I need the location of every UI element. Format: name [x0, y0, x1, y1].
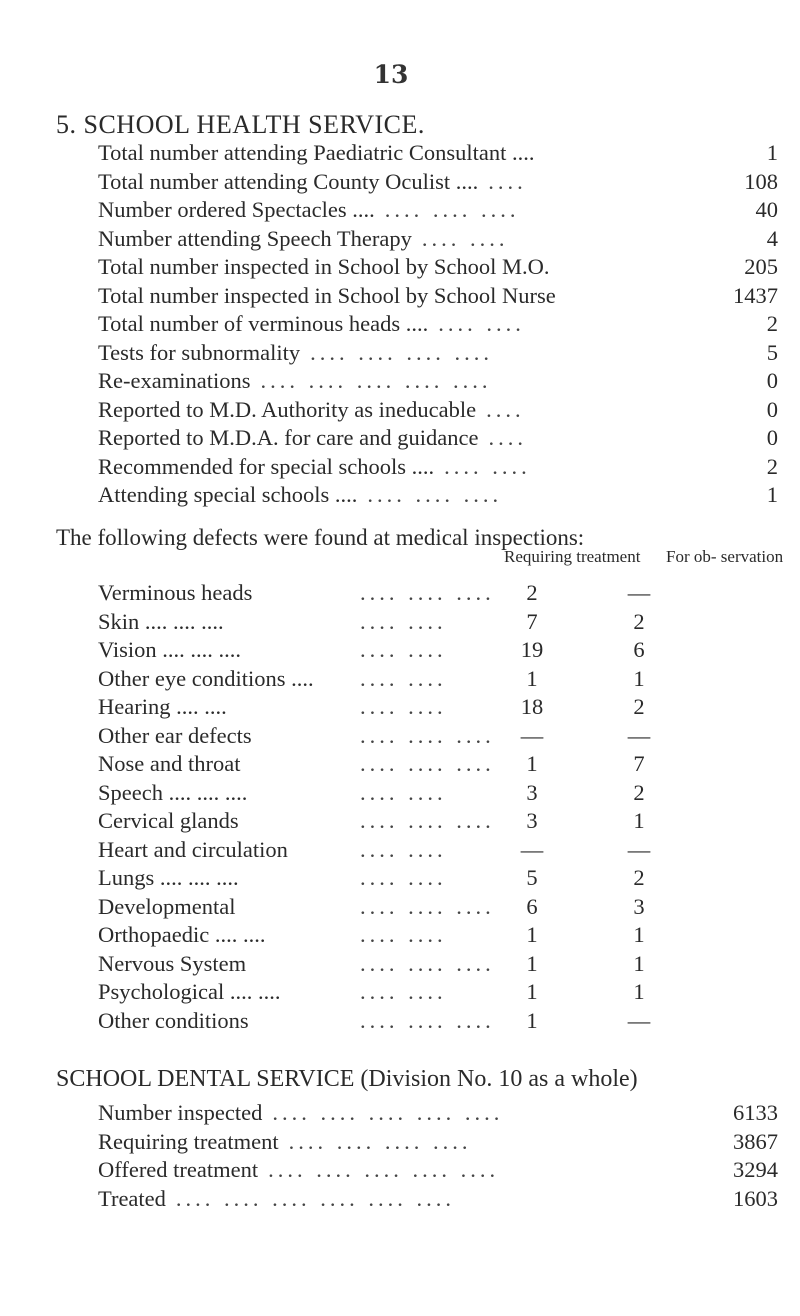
stat-row: [98, 1100, 778, 1129]
observation-value: —: [627, 580, 651, 605]
stat-value: 6133: [733, 1100, 778, 1125]
observation-value: 7: [633, 751, 645, 776]
column-header-observation-text: For ob- servation: [666, 547, 784, 566]
requiring-value: 3: [526, 779, 538, 805]
leader-dots: .... ....: [444, 453, 531, 479]
stat-row: [98, 140, 778, 169]
table-row: [98, 951, 778, 980]
table-row: [98, 922, 778, 951]
leader-dots: .... .... ....: [360, 722, 495, 748]
stat-row: [98, 340, 778, 369]
stat-row: [98, 482, 778, 511]
leader-dots: .... ....: [360, 665, 447, 691]
table-row: [98, 979, 778, 1008]
leader-dots: .... ....: [360, 922, 447, 947]
leader-dots: .... .... ....: [360, 893, 495, 919]
leader-dots: .... ....: [421, 225, 509, 251]
leader-dots: .... .... .... .... ....: [272, 1100, 504, 1125]
leader-dots: ....: [488, 425, 527, 450]
defects-table: [98, 580, 778, 1036]
requiring-value: 5: [526, 865, 538, 890]
defect-label: Lungs .... .... ....: [98, 865, 239, 890]
leader-dots: .... ....: [360, 865, 447, 890]
table-row: [98, 580, 778, 609]
stat-label: Reported to M.D.A. for care and guidance: [98, 425, 479, 450]
defect-label: Nose and throat: [98, 751, 241, 776]
defect-label: Vision .... .... ....: [98, 637, 242, 662]
stat-label: Requiring treatment: [98, 1128, 279, 1154]
table-row: [98, 837, 778, 866]
requiring-value: 1: [526, 979, 538, 1004]
stat-label: Number inspected: [98, 1100, 263, 1125]
table-row: [98, 865, 778, 894]
stat-label: Total number of verminous heads ....: [98, 311, 429, 336]
leader-dots: .... ....: [360, 694, 447, 719]
dental-service-title: SCHOOL DENTAL SERVICE (Division No. 10 as a whole): [56, 1066, 638, 1092]
leader-dots: .... .... .... .... ....: [268, 1157, 500, 1182]
stat-row: [98, 1129, 778, 1158]
leader-dots: .... .... ....: [360, 950, 495, 976]
leader-dots: .... ....: [438, 311, 525, 336]
requiring-value: 7: [526, 608, 538, 634]
stat-label: Total number attending Paediatric Consultant ....: [98, 140, 535, 165]
stat-label: Total number inspected in School by School M.O.: [98, 254, 550, 279]
table-row: [98, 751, 778, 780]
observation-value: 2: [633, 779, 645, 805]
requiring-value: 1: [526, 922, 538, 947]
stat-row: [98, 425, 778, 454]
observation-value: 1: [633, 922, 645, 947]
leader-dots: .... .... .... .... ....: [260, 368, 492, 393]
stat-label: Reported to M.D. Authority as ineducable: [98, 396, 477, 422]
requiring-value: 3: [526, 808, 538, 833]
leader-dots: .... .... .... ....: [310, 339, 494, 365]
leader-dots: .... .... ....: [367, 482, 503, 507]
stat-label: Number attending Speech Therapy: [98, 225, 412, 251]
stat-label: Offered treatment: [98, 1157, 259, 1182]
leader-dots: .... .... ....: [360, 580, 495, 605]
requiring-value: 1: [526, 665, 538, 691]
stat-row: [98, 254, 778, 283]
observation-value: 1: [633, 665, 645, 691]
observation-value: —: [627, 836, 651, 862]
leader-dots: .... ....: [360, 608, 447, 634]
leader-dots: .... ....: [360, 979, 447, 1004]
stat-row: [98, 454, 778, 483]
stat-value: 1437: [733, 282, 778, 308]
stat-label: Tests for subnormality: [98, 339, 301, 365]
table-row: [98, 666, 778, 695]
leader-dots: .... .... .... ....: [288, 1128, 472, 1154]
observation-value: 1: [633, 979, 645, 1004]
stat-value: 0: [766, 425, 778, 450]
observation-value: —: [627, 722, 651, 748]
stat-row: [98, 311, 778, 340]
stat-value: 1: [766, 140, 778, 165]
leader-dots: .... ....: [360, 836, 447, 862]
health-service-stats: [98, 140, 778, 511]
defects-intro: The following defects were found at medical inspections:: [56, 525, 585, 550]
defect-label: Speech .... .... ....: [98, 779, 248, 805]
defect-label: Developmental: [98, 893, 236, 919]
leader-dots: .... ....: [360, 637, 447, 662]
table-row: [98, 694, 778, 723]
column-header-requiring-text: Requiring treatment: [504, 547, 641, 566]
requiring-value: —: [520, 722, 544, 748]
table-row: [98, 894, 778, 923]
observation-value: 2: [633, 608, 645, 634]
stat-label: Total number attending County Oculist ....: [98, 168, 479, 194]
stat-row: [98, 1186, 778, 1215]
requiring-value: 18: [520, 694, 544, 719]
leader-dots: .... .... ....: [360, 751, 495, 776]
stat-value: 1603: [733, 1185, 778, 1211]
defect-label: Skin .... .... ....: [98, 608, 224, 634]
table-row: [98, 808, 778, 837]
stat-row: [98, 397, 778, 426]
leader-dots: .... .... .... .... .... ....: [175, 1185, 456, 1211]
stat-value: 1: [766, 482, 778, 507]
defect-label: Cervical glands: [98, 808, 239, 833]
stat-row: [98, 368, 778, 397]
stat-value: 4: [766, 225, 778, 251]
observation-value: 1: [633, 950, 645, 976]
section-title: 5. SCHOOL HEALTH SERVICE.: [56, 110, 425, 139]
stat-label: Re-examinations: [98, 368, 251, 393]
stat-value: 205: [744, 254, 778, 279]
stat-value: 3294: [733, 1157, 778, 1182]
dental-service-stats: [98, 1100, 778, 1214]
observation-value: 3: [633, 893, 645, 919]
stat-value: 0: [766, 368, 778, 393]
stat-value: 2: [766, 311, 778, 336]
defect-label: Other ear defects: [98, 722, 252, 748]
defect-label: Verminous heads: [98, 580, 253, 605]
stat-label: Attending special schools ....: [98, 482, 358, 507]
table-row: [98, 1008, 778, 1037]
requiring-value: 1: [526, 1007, 538, 1033]
stat-value: 5: [766, 339, 778, 365]
defect-label: Orthopaedic .... ....: [98, 922, 266, 947]
requiring-value: 2: [526, 580, 538, 605]
stat-row: [98, 197, 778, 226]
defect-label: Other conditions: [98, 1007, 249, 1033]
requiring-value: 1: [526, 751, 538, 776]
defect-label: Hearing .... ....: [98, 694, 227, 719]
stat-row: [98, 283, 778, 312]
table-row: [98, 637, 778, 666]
stat-row: [98, 226, 778, 255]
leader-dots: .... .... ....: [360, 808, 495, 833]
stat-label: Total number inspected in School by School Nurse: [98, 282, 556, 308]
observation-value: 1: [633, 808, 645, 833]
defect-label: Other eye conditions ....: [98, 665, 314, 691]
leader-dots: ....: [486, 396, 525, 422]
table-row: [98, 780, 778, 809]
requiring-value: 6: [526, 893, 538, 919]
stat-row: [98, 169, 778, 198]
stat-label: Recommended for special schools ....: [98, 453, 435, 479]
leader-dots: .... .... ....: [360, 1007, 495, 1033]
stat-value: 0: [766, 396, 778, 422]
table-row: [98, 723, 778, 752]
requiring-value: —: [520, 836, 544, 862]
stat-value: 3867: [733, 1128, 778, 1154]
leader-dots: .... ....: [360, 779, 447, 805]
stat-label: Treated: [98, 1185, 166, 1211]
leader-dots: ....: [488, 168, 527, 194]
observation-value: —: [627, 1007, 651, 1033]
leader-dots: .... .... ....: [384, 197, 520, 222]
stat-row: [98, 1157, 778, 1186]
stat-value: 40: [755, 197, 778, 222]
page-number: 13: [373, 60, 409, 89]
stat-value: 2: [766, 453, 778, 479]
observation-value: 2: [633, 694, 645, 719]
defect-label: Heart and circulation: [98, 836, 288, 862]
defect-label: Nervous System: [98, 950, 247, 976]
observation-value: 2: [633, 865, 645, 890]
stat-label: Number ordered Spectacles ....: [98, 197, 375, 222]
defect-label: Psychological .... ....: [98, 979, 281, 1004]
requiring-value: 19: [520, 637, 544, 662]
stat-value: 108: [744, 168, 778, 194]
observation-value: 6: [633, 637, 645, 662]
table-row: [98, 609, 778, 638]
requiring-value: 1: [526, 950, 538, 976]
